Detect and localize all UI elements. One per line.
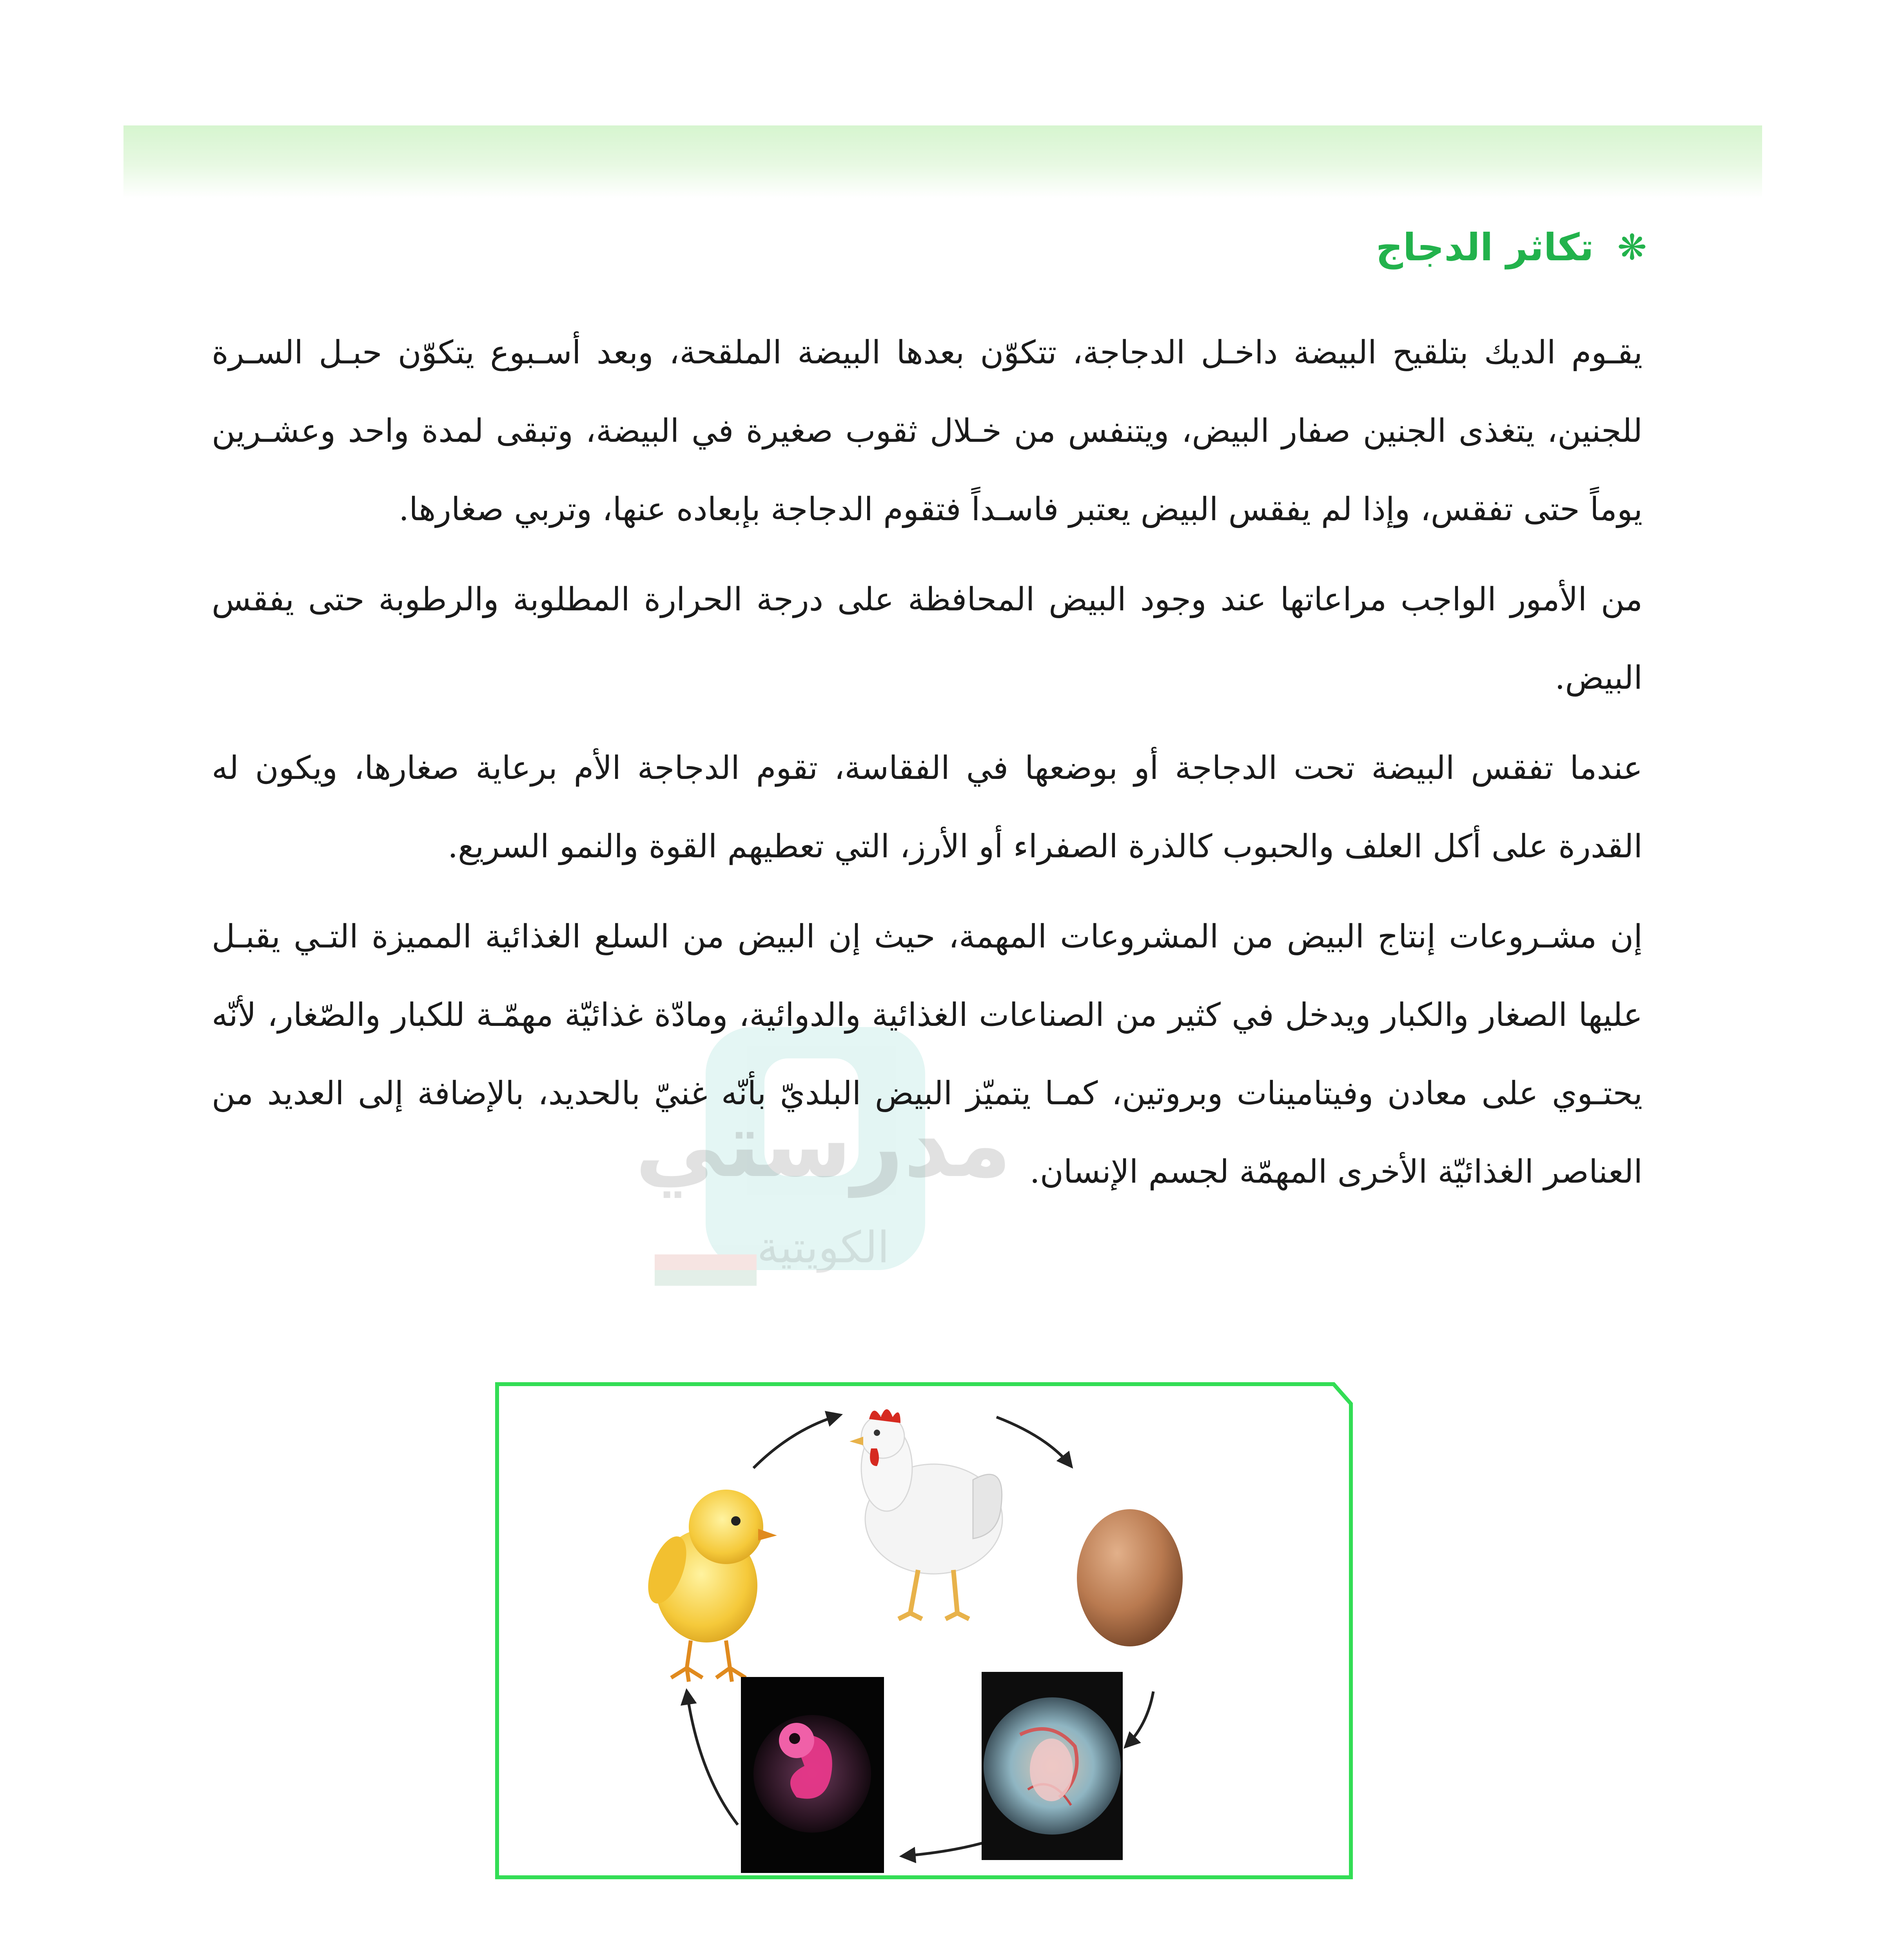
- header-band: [123, 125, 1762, 198]
- paragraph-egg-production: إن مشـروعات إنتاج البيض من المشروعات المهمة، حيث إن البيض من السلع الغذائية المميزة التـي يقبـل عليها الصغار والكبار ويدخل في كثير من الصناعات الغذائية والدوائية، ومادّة غذائيّة مهمّـة للكبار والصّغار، لأنّه يحتـوي على معادن وفيتامينات وبروتين، كمـا يتميّز البيض البلديّ بأنّه غنيّ بالحديد، بالإضافة إلى العديد من العناصر الغذائيّة الأخرى المهمّة لجسم الإنسان.: [212, 918, 1643, 1191]
- arrow-embryo-to-chick: [687, 1691, 738, 1825]
- egg-image: [1077, 1509, 1183, 1646]
- watermark-flag-red: [655, 1254, 757, 1270]
- section-heading: [1376, 225, 1647, 269]
- hen-image: [850, 1409, 1002, 1619]
- embryo-late-image: [741, 1677, 884, 1873]
- paragraph-incubation: من الأمور الواجب مراعاتها عند وجود البيض المحافظة على درجة الحرارة المطلوبة والرطوبة حتى يفقس البيض.: [212, 581, 1643, 697]
- life-cycle-diagram: [495, 1382, 1353, 1880]
- watermark-subtext: الكويتية: [757, 1222, 889, 1272]
- life-cycle-figure: [495, 1382, 1353, 1880]
- embryo-early-image: [982, 1672, 1123, 1860]
- arrow-chick-to-hen: [753, 1415, 840, 1468]
- figure-frame: [497, 1384, 1351, 1877]
- chick-image: [641, 1490, 777, 1682]
- arrow-egg-to-embryo: [1126, 1691, 1153, 1746]
- watermark-flag-green: [655, 1270, 757, 1286]
- body-text: [212, 314, 1643, 1223]
- bullet-star-icon: ❋: [1617, 227, 1647, 268]
- arrow-embryo-to-embryo: [902, 1842, 985, 1856]
- paragraph-fertilization: يقـوم الديك بتلقيح البيضة داخـل الدجاجة، تتكوّن بعدها البيضة الملقحة، وبعد أسـبوع يتكوّن حبـل السـرة للجنين، يتغذى الجنين صفار البيض، ويتنفس من خـلال ثقوب صغيرة في البيضة، وتبقى لمدة واحد وعشـرين يوماً حتى تفقس، وإذا لم يفقس البيض يعتبر فاسـداً فتقوم الدجاجة بإبعاده عنها، وتربي صغارها.: [212, 334, 1643, 528]
- watermark-text: مدرستي: [635, 1093, 1012, 1198]
- arrow-hen-to-egg: [997, 1417, 1071, 1466]
- section-title: تكاثر الدجاج: [1376, 225, 1594, 269]
- paragraph-hatching: عندما تفقس البيضة تحت الدجاجة أو بوضعها في الفقاسة، تقوم الدجاجة الأم برعاية صغارها، ويكون له القدرة على أكل العلف والحبوب كالذرة الصفراء أو الأرز، التي تعطيهم القوة والنمو السريع.: [212, 750, 1643, 865]
